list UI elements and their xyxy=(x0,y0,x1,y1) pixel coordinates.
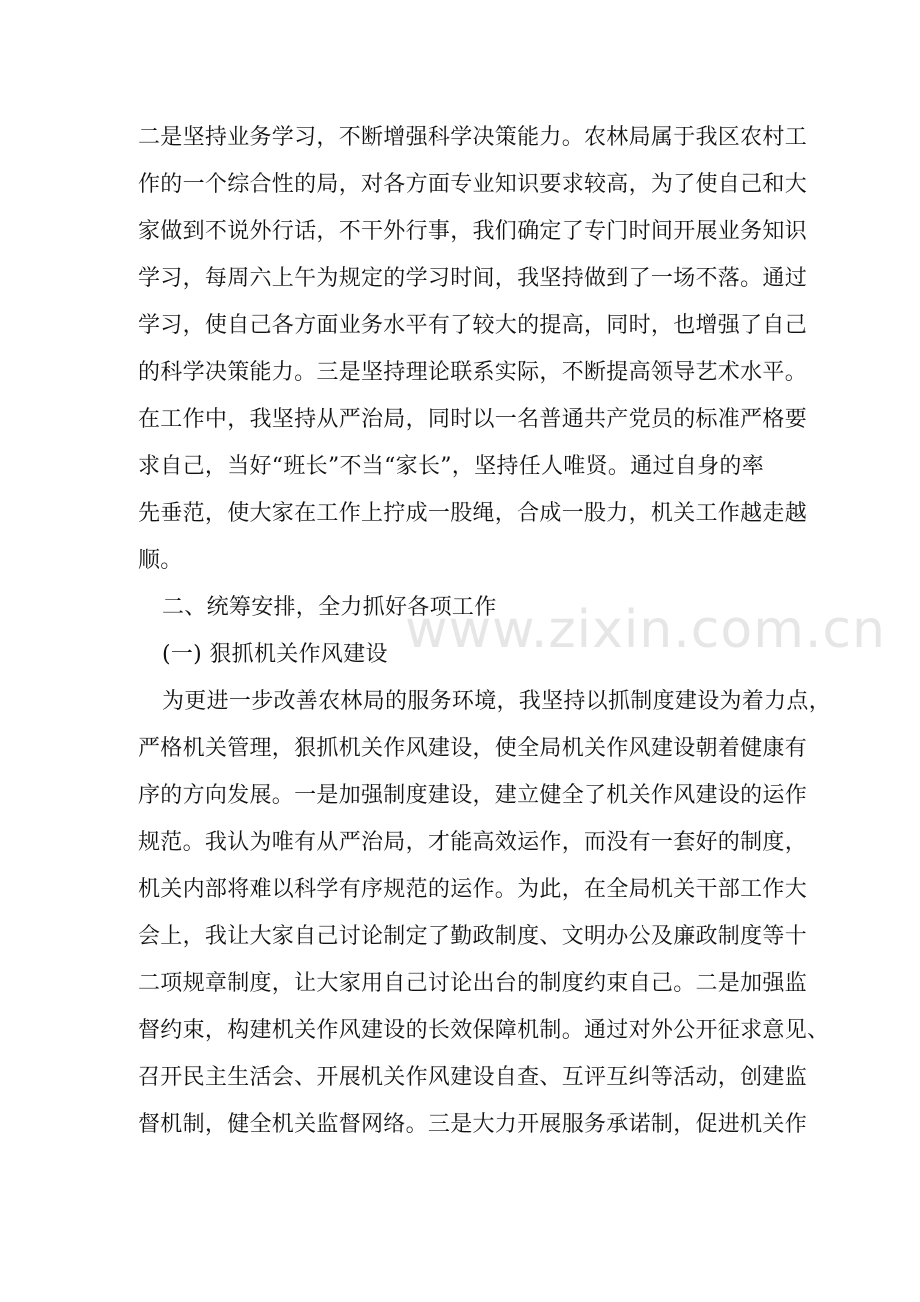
text-line: 为更进一步改善农林局的服务环境，我坚持以抓制度建设为着力点， xyxy=(162,689,832,714)
text-line: 督约束，构建机关作风建设的长效保障机制。通过对外公开征求意见、 xyxy=(138,1018,830,1043)
text-line: 二是坚持业务学习，不断增强科学决策能力。农林局属于我区农村工 xyxy=(138,125,808,150)
text-line: 二项规章制度，让大家用自己讨论出台的制度约束自己。二是加强监 xyxy=(138,971,808,996)
text-line: 会上，我让大家自己讨论制定了勤政制度、文明办公及廉政制度等十 xyxy=(138,924,808,949)
text-line: 严格机关管理，狠抓机关作风建设，使全局机关作风建设朝着健康有 xyxy=(138,736,808,761)
text-line: 督机制，健全机关监督网络。三是大力开展服务承诺制，促进机关作 xyxy=(138,1112,808,1137)
watermark: www.zixin.com.cn xyxy=(405,600,886,660)
text-line: 机关内部将难以科学有序规范的运作。为此，在全局机关干部工作大 xyxy=(138,877,808,902)
text-line: 顺。 xyxy=(138,548,183,573)
text-line: 学习，使自己各方面业务水平有了较大的提高，同时，也增强了自己 xyxy=(138,313,808,338)
text-line: 家做到不说外行话，不干外行事，我们确定了专门时间开展业务知识 xyxy=(138,219,808,244)
text-line: 在工作中，我坚持从严治局，同时以一名普通共产党员的标准严格要 xyxy=(138,407,808,432)
text-line: 学习，每周六上午为规定的学习时间，我坚持做到了一场不落。通过 xyxy=(138,266,808,291)
subsection-heading: (一) 狠抓机关作风建设 xyxy=(162,642,388,667)
text-line: 作的一个综合性的局，对各方面专业知识要求较高，为了使自己和大 xyxy=(138,172,808,197)
text-line: 的科学决策能力。三是坚持理论联系实际，不断提高领导艺术水平。 xyxy=(138,360,808,385)
text-line: 规范。我认为唯有从严治局，才能高效运作，而没有一套好的制度， xyxy=(138,830,808,855)
text-line: 召开民主生活会、开展机关作风建设自查、互评互纠等活动，创建监 xyxy=(138,1065,808,1090)
text-line: 序的方向发展。一是加强制度建设，建立健全了机关作风建设的运作 xyxy=(138,783,808,808)
text-line: 求自己，当好“班长”不当“家长”，坚持任人唯贤。通过自身的率 xyxy=(138,454,764,479)
text-line: 先垂范，使大家在工作上拧成一股绳，合成一股力，机关工作越走越 xyxy=(138,501,808,526)
section-heading: 二、统筹安排，全力抓好各项工作 xyxy=(162,595,497,620)
